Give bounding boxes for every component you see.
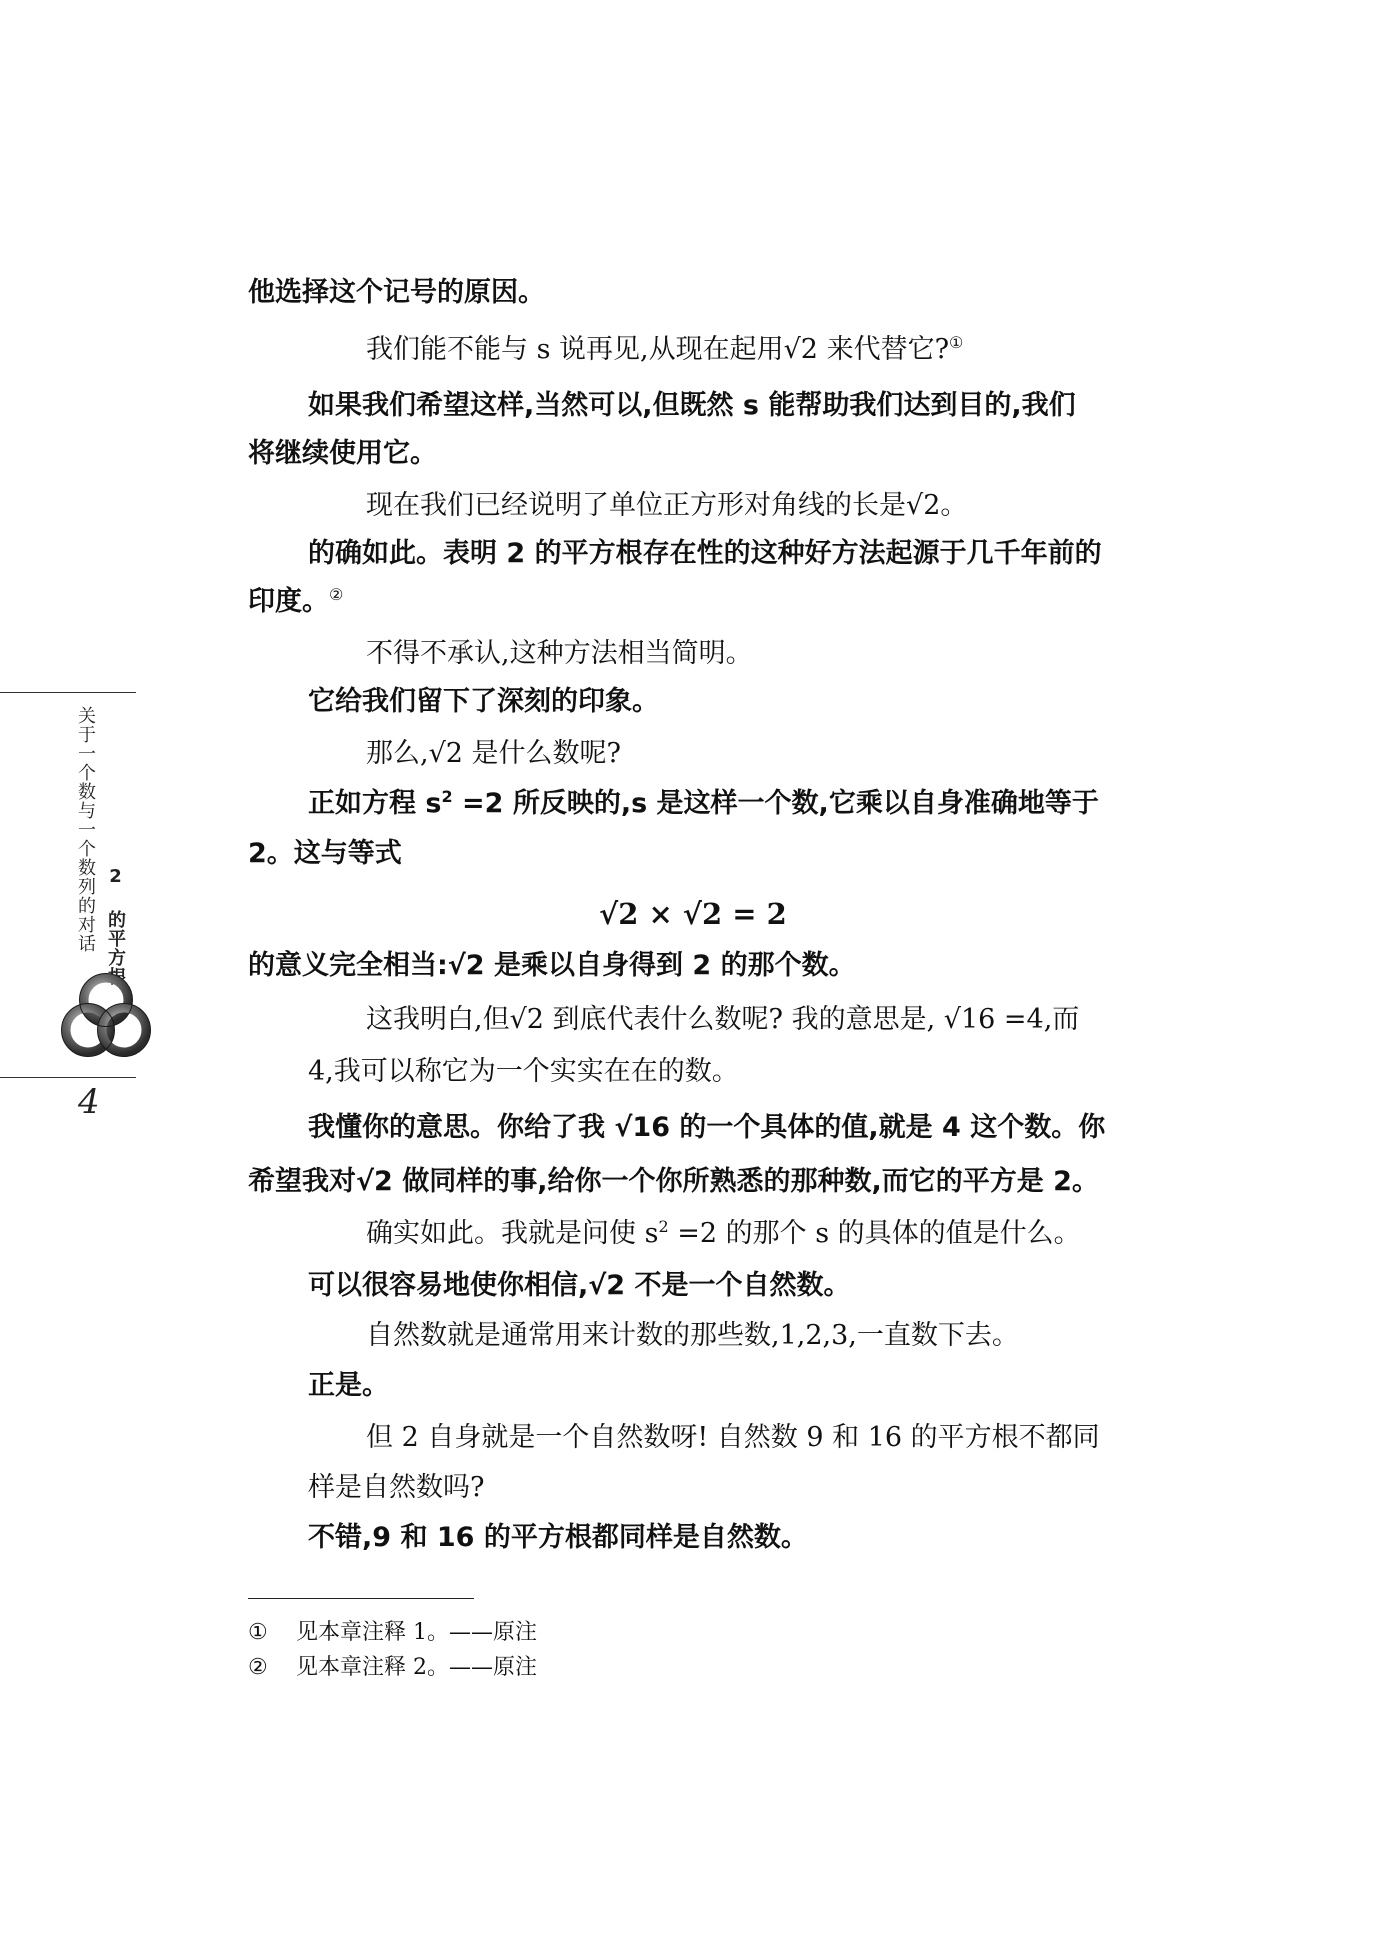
text-line	[308, 786, 1099, 822]
superscript: 2	[441, 787, 453, 806]
text-line	[248, 584, 343, 620]
text-line	[366, 1216, 1081, 1252]
text-span: =2 的那个 s 的具体的值是什么。	[668, 1218, 1081, 1249]
footnote	[248, 1618, 537, 1648]
footnote-text: 见本章注释 2。——原注	[296, 1655, 537, 1680]
text-line: 样是自然数吗?	[308, 1472, 485, 1503]
text-span: 确实如此。我就是问使 s	[366, 1218, 659, 1249]
page-number: 4	[78, 1082, 100, 1122]
text-line: 自然数就是通常用来计数的那些数,1,2,3,一直数下去。	[366, 1320, 1019, 1351]
footnote-ref: ②	[329, 585, 344, 604]
text-span: 印度。	[248, 586, 329, 617]
side-rule-bottom	[0, 1077, 136, 1078]
text-line: 我懂你的意思。你给了我 √16 的一个具体的值,就是 4 这个数。你	[308, 1112, 1106, 1143]
footnote-ref: ①	[949, 333, 964, 352]
side-book-title: 关于一个数与一个数列的对话	[75, 706, 96, 953]
text-span: =2 所反映的,s 是这样一个数,它乘以自身准确地等于	[452, 788, 1099, 819]
text-line	[366, 332, 963, 368]
footnote-mark: ①	[248, 1620, 268, 1645]
text-line: 2。这与等式	[248, 838, 402, 869]
text-line: 的意义完全相当:√2 是乘以自身得到 2 的那个数。	[248, 950, 856, 981]
text-line: 将继续使用它。	[248, 438, 437, 469]
footnote-mark: ②	[248, 1655, 268, 1680]
equation: √2 × √2 = 2	[599, 897, 787, 931]
text-span: 正如方程 s	[308, 788, 442, 819]
text-line: 现在我们已经说明了单位正方形对角线的长是√2。	[366, 490, 968, 521]
text-line: 可以很容易地使你相信,√2 不是一个自然数。	[308, 1270, 851, 1301]
side-rule-top	[0, 692, 136, 693]
side-chapter-title: 2 的平方根	[105, 866, 126, 986]
text-line: 他选择这个记号的原因。	[248, 277, 545, 308]
text-line: 如果我们希望这样,当然可以,但既然 s 能帮助我们达到目的,我们	[308, 390, 1076, 421]
text-line: 希望我对√2 做同样的事,给你一个你所熟悉的那种数,而它的平方是 2。	[248, 1166, 1099, 1197]
text-line: 它给我们留下了深刻的印象。	[308, 686, 659, 717]
text-line: 但 2 自身就是一个自然数呀! 自然数 9 和 16 的平方根不都同	[366, 1422, 1100, 1453]
text-line: 4,我可以称它为一个实实在在的数。	[308, 1056, 739, 1087]
footnote-divider	[248, 1598, 474, 1599]
superscript: 2	[658, 1217, 669, 1236]
text-span: 我们能不能与 s 说再见,从现在起用√2 来代替它?	[366, 334, 950, 365]
trefoil-knot-icon	[58, 968, 154, 1064]
footnote-text: 见本章注释 1。——原注	[296, 1620, 537, 1645]
text-line: 不错,9 和 16 的平方根都同样是自然数。	[308, 1522, 808, 1553]
text-line: 那么,√2 是什么数呢?	[366, 738, 622, 769]
text-line: 不得不承认,这种方法相当简明。	[366, 638, 753, 669]
text-line: 这我明白,但√2 到底代表什么数呢? 我的意思是, √16 =4,而	[366, 1004, 1080, 1035]
text-line: 正是。	[308, 1370, 389, 1401]
text-line: 的确如此。表明 2 的平方根存在性的这种好方法起源于几千年前的	[308, 538, 1102, 569]
footnote	[248, 1653, 537, 1683]
